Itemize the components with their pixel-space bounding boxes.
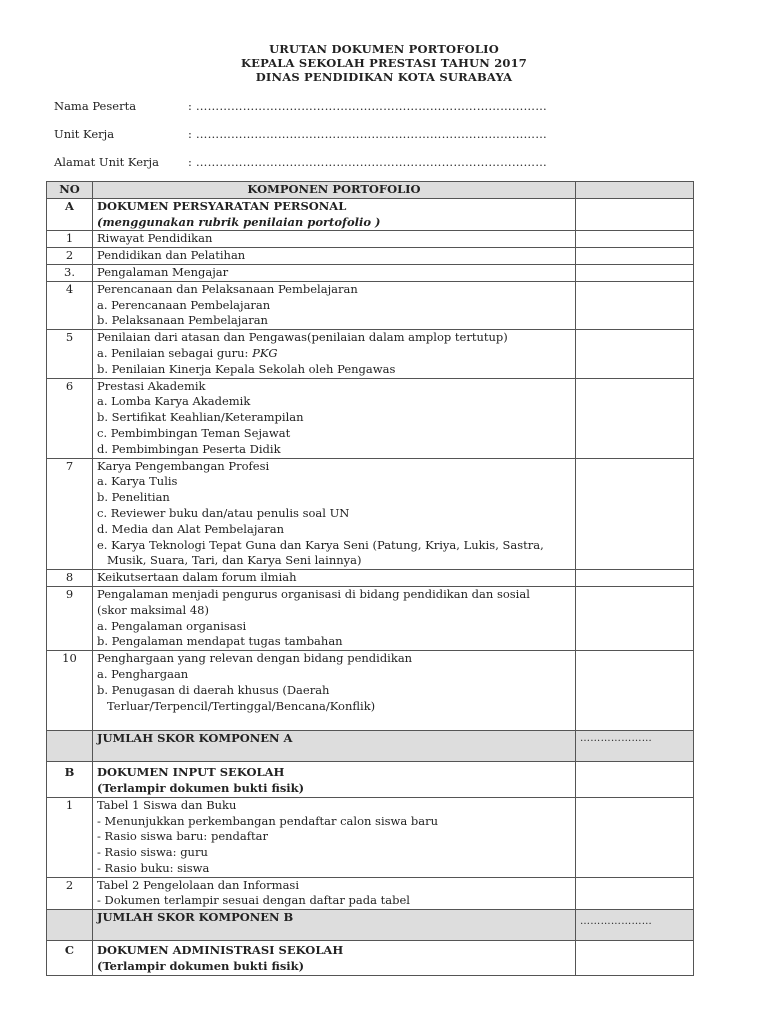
row-content: [93, 281, 576, 329]
row-title: Perencanaan dan Pelaksanaan Pembelajaran: [97, 281, 358, 296]
sub-item-text: a. Penilaian sebagai guru:: [97, 345, 253, 360]
sub-item: b. Penugasan di daerah khusus (Daerah: [97, 682, 330, 697]
score-cell: [576, 248, 694, 265]
sub-item: a. Perencanaan Pembelajaran: [97, 297, 271, 312]
score-cell: [576, 264, 694, 281]
row-title: Karya Pengembangan Profesi: [97, 458, 270, 473]
sum-score-blank: …………………: [576, 731, 694, 762]
sum-label: JUMLAH SKOR KOMPONEN A: [93, 731, 576, 762]
table-row: [47, 797, 694, 877]
sum-score-blank: …………………: [576, 910, 694, 941]
section-note: (Terlampir dokumen bukti fisik): [97, 780, 305, 795]
table-row: [47, 231, 694, 248]
row-content: [93, 198, 576, 231]
row-title: Tabel 1 Siswa dan Buku: [97, 797, 237, 812]
row-no: 9: [47, 586, 93, 650]
section-note: (Terlampir dokumen bukti fisik): [97, 959, 305, 974]
sum-row-b: [47, 910, 694, 941]
row-content: [93, 586, 576, 650]
score-cell: [576, 231, 694, 248]
row-content: [93, 877, 576, 910]
score-cell: [576, 762, 694, 798]
section-title: DOKUMEN ADMINISTRASI SEKOLAH: [97, 943, 344, 958]
sub-item: - Menunjukkan perkembangan pendaftar calon siswa baru: [97, 813, 439, 828]
sub-item: - Dokumen terlampir sesuai dengan daftar pada tabel: [97, 893, 410, 908]
table-row: [47, 586, 694, 650]
sub-item: b. Penelitian: [97, 490, 170, 505]
field-label: Nama Peserta: [54, 99, 137, 113]
row-no: 8: [47, 570, 93, 587]
row-content: [93, 458, 576, 570]
title-line-2: KEPALA SEKOLAH PRESTASI TAHUN 2017: [240, 56, 528, 70]
document-title: [0, 42, 768, 84]
row-no: [47, 731, 93, 762]
table-row: [47, 248, 694, 265]
title-line-3: DINAS PENDIDIKAN KOTA SURABAYA: [255, 70, 513, 84]
row-title: Pengalaman menjadi pengurus organisasi di bidang pendidikan dan sosial: [97, 586, 530, 601]
row-no: [47, 910, 93, 941]
row-title-continued: (skor maksimal 48): [97, 602, 209, 617]
field-label: Alamat Unit Kerja: [54, 155, 159, 169]
score-cell: [576, 797, 694, 877]
row-content: Riwayat Pendidikan: [93, 231, 576, 248]
row-content: [93, 651, 576, 731]
sub-item: a. Lomba Karya Akademik: [97, 394, 251, 409]
table-row: [47, 877, 694, 910]
sub-item-emphasis: PKG: [252, 345, 278, 360]
row-no: 6: [47, 378, 93, 458]
score-cell: [576, 330, 694, 378]
row-content: [93, 797, 576, 877]
score-cell: [576, 877, 694, 910]
row-no: 2: [47, 248, 93, 265]
sub-item: d. Pembimbingan Peserta Didik: [97, 441, 281, 456]
score-cell: [576, 941, 694, 976]
row-content: [93, 330, 576, 378]
score-cell: [576, 198, 694, 231]
field-label: Unit Kerja: [54, 127, 115, 141]
table-row: [47, 651, 694, 731]
portfolio-table: [46, 181, 694, 976]
score-cell: [576, 570, 694, 587]
row-no: B: [47, 762, 93, 798]
table-row: [47, 378, 694, 458]
score-cell: [576, 458, 694, 570]
table-row: [47, 458, 694, 570]
row-content: [93, 941, 576, 976]
score-cell: [576, 378, 694, 458]
sub-item: [97, 346, 571, 362]
section-c-row: [47, 941, 694, 976]
sub-item: - Rasio siswa baru: pendaftar: [97, 829, 268, 844]
row-no: 2: [47, 877, 93, 910]
table-row: [47, 264, 694, 281]
table-row: [47, 281, 694, 329]
row-no: 5: [47, 330, 93, 378]
score-cell: [576, 586, 694, 650]
row-no: 10: [47, 651, 93, 731]
sub-item: d. Media dan Alat Pembelajaran: [97, 521, 285, 536]
sub-item: b. Pengalaman mendapat tugas tambahan: [97, 634, 343, 649]
score-cell: [576, 651, 694, 731]
row-no: C: [47, 941, 93, 976]
row-title: Penghargaan yang relevan dengan bidang pendidikan: [97, 651, 413, 666]
row-no: 3.: [47, 264, 93, 281]
row-title: Tabel 2 Pengelolaan dan Informasi: [97, 877, 300, 892]
section-title: DOKUMEN INPUT SEKOLAH: [97, 765, 285, 780]
field-blank: : ………………………………………………………………………………: [188, 99, 547, 113]
sub-item: - Rasio siswa: guru: [97, 845, 208, 860]
field-blank: : ………………………………………………………………………………: [188, 155, 547, 169]
field-blank: : ………………………………………………………………………………: [188, 127, 547, 141]
sum-label: JUMLAH SKOR KOMPONEN B: [93, 910, 576, 941]
sub-item: b. Sertifikat Keahlian/Keterampilan: [97, 410, 304, 425]
title-line-1: URUTAN DOKUMEN PORTOFOLIO: [269, 42, 499, 56]
sub-item: a. Penghargaan: [97, 666, 189, 681]
row-content: [93, 378, 576, 458]
row-title: Prestasi Akademik: [97, 378, 206, 393]
sub-item: c. Reviewer buku dan/atau penulis soal UN: [97, 505, 350, 520]
row-content: Keikutsertaan dalam forum ilmiah: [93, 570, 576, 587]
section-b-row: [47, 762, 694, 798]
row-content: Pengalaman Mengajar: [93, 264, 576, 281]
score-cell: [576, 281, 694, 329]
sub-item: e. Karya Teknologi Tepat Guna dan Karya Seni (Patung, Kriya, Lukis, Sastra,: [97, 537, 544, 552]
sub-item: b. Penilaian Kinerja Kepala Sekolah oleh Pengawas: [97, 361, 396, 376]
row-no: 4: [47, 281, 93, 329]
table-header-row: [47, 182, 694, 199]
sub-item: a. Karya Tulis: [97, 474, 178, 489]
header-komponen: KOMPONEN PORTOFOLIO: [93, 182, 576, 199]
sub-item: a. Pengalaman organisasi: [97, 618, 247, 633]
sub-item: - Rasio buku: siswa: [97, 860, 210, 875]
header-no: NO: [47, 182, 93, 199]
row-no: A: [47, 198, 93, 231]
sub-item-continued: Terluar/Terpencil/Tertinggal/Bencana/Konflik): [107, 698, 376, 713]
row-content: [93, 762, 576, 798]
table-row: [47, 570, 694, 587]
sub-item-continued: Musik, Suara, Tari, dan Karya Seni lainnya): [107, 553, 362, 568]
sub-item: b. Pelaksanaan Pembelajaran: [97, 313, 268, 328]
section-note: (menggunakan rubrik penilaian portofolio ): [97, 214, 381, 229]
row-no: 1: [47, 231, 93, 248]
table-row: [47, 330, 694, 378]
row-no: 7: [47, 458, 93, 570]
section-a-row: [47, 198, 694, 231]
sub-item: c. Pembimbingan Teman Sejawat: [97, 425, 291, 440]
sum-row-a: [47, 731, 694, 762]
section-title: DOKUMEN PERSYARATAN PERSONAL: [97, 198, 347, 213]
row-title: Penilaian dari atasan dan Pengawas(penilaian dalam amplop tertutup): [97, 330, 508, 345]
row-content: Pendidikan dan Pelatihan: [93, 248, 576, 265]
row-no: 1: [47, 797, 93, 877]
header-blank: [576, 182, 694, 199]
